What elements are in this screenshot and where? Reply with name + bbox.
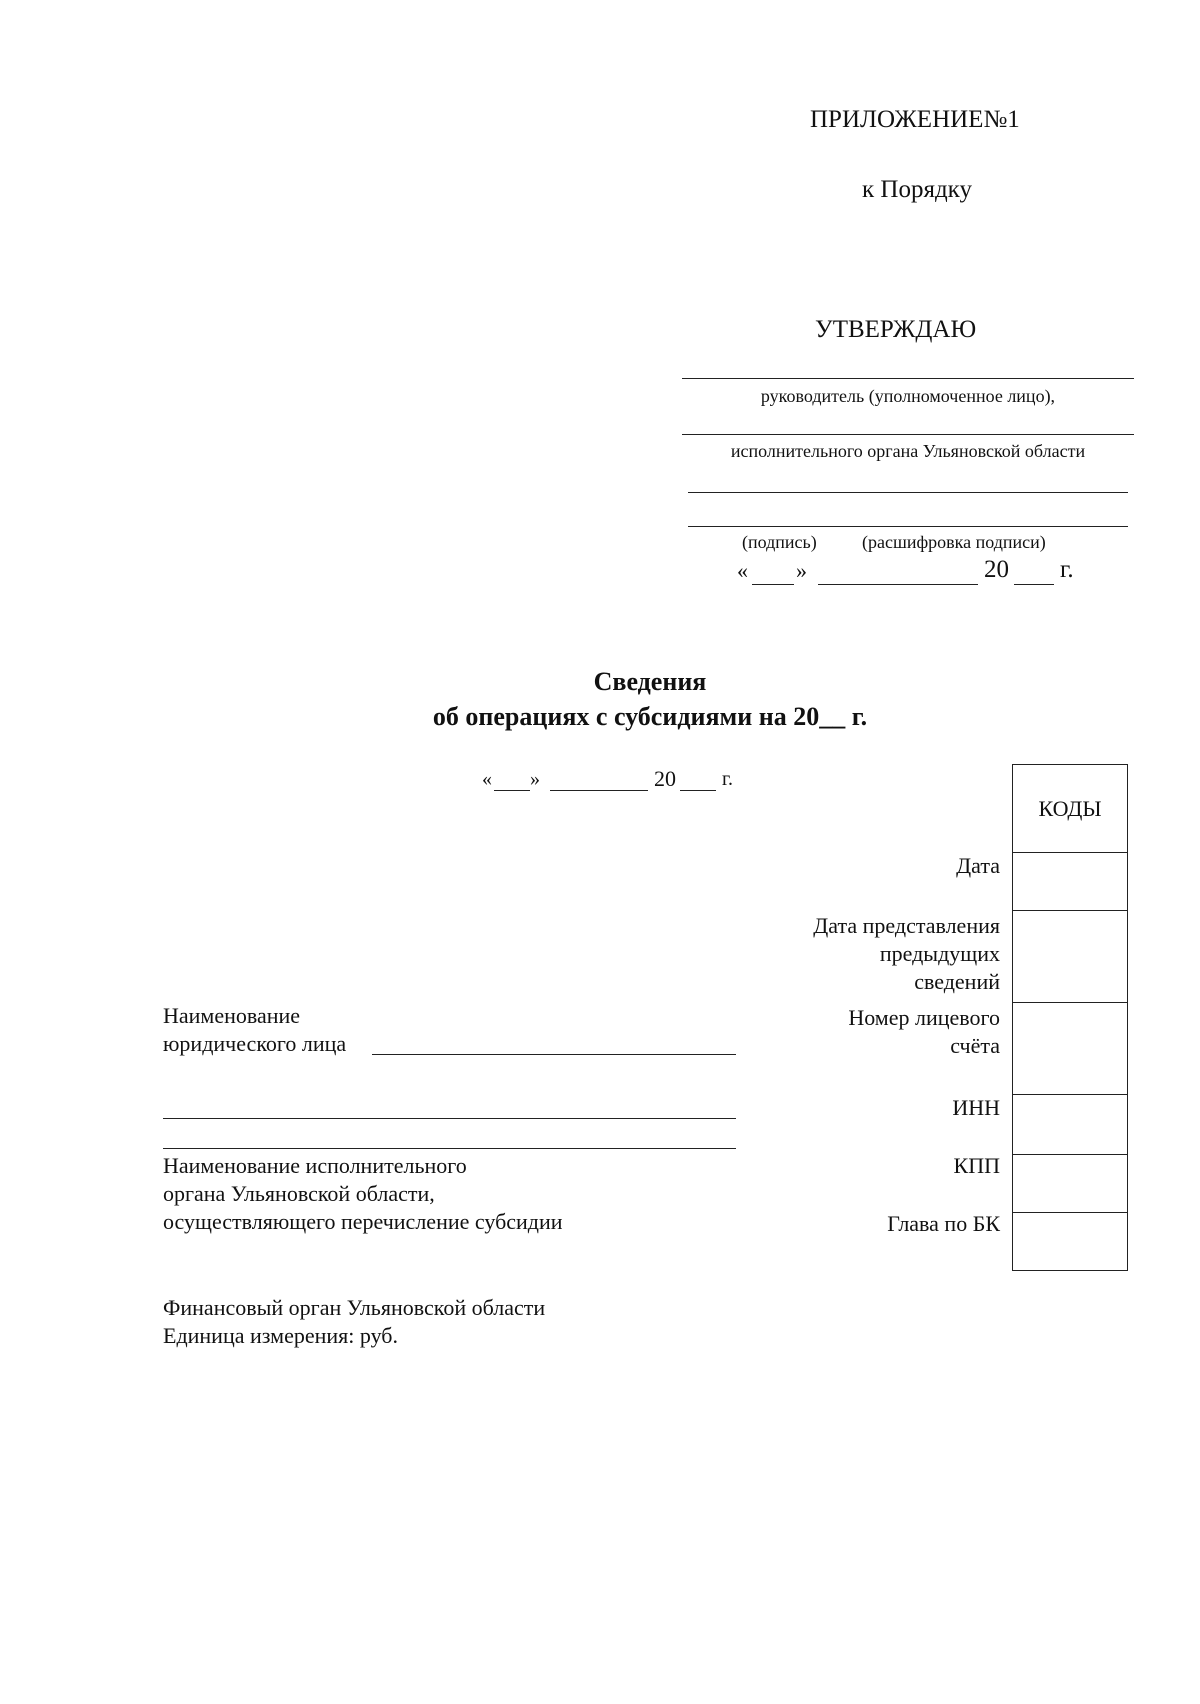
organ-name-blank[interactable]: [163, 1148, 736, 1149]
entity-name-label-1: Наименование: [163, 1003, 301, 1028]
head-label: руководитель (уполномоченное лицо),: [760, 386, 1056, 406]
codes-label-prev-1: Дата представления: [813, 913, 1000, 938]
code-cell-glava-bk[interactable]: [1013, 1213, 1128, 1271]
entity-name-blank-2[interactable]: [163, 1118, 736, 1119]
entity-name-label-2: юридического лица: [163, 1031, 347, 1056]
approval-month-blank: [818, 584, 978, 585]
report-date-close-quote: »: [530, 768, 540, 790]
report-year-blank: [680, 790, 716, 791]
unit-label: Единица измерения: руб.: [163, 1323, 398, 1348]
approval-date-open-quote: «: [737, 558, 748, 583]
codes-label-account-1: Номер лицевого: [848, 1005, 1000, 1030]
document-subtitle: об операциях с субсидиями на 20__ г.: [432, 702, 868, 731]
appendix-label: ПРИЛОЖЕНИЕ№1: [810, 106, 1020, 133]
document-title: Сведения: [593, 667, 707, 696]
codes-label-date: Дата: [956, 853, 1000, 878]
decryption-label: (расшифровка подписи): [862, 532, 1046, 552]
code-cell-account-number[interactable]: [1013, 1003, 1128, 1095]
code-cell-kpp[interactable]: [1013, 1155, 1128, 1213]
codes-label-inn: ИНН: [952, 1095, 1000, 1120]
approve-heading: УТВЕРЖДАЮ: [815, 316, 977, 343]
approval-day-blank: [752, 584, 794, 585]
approval-date-close-quote: »: [796, 558, 807, 583]
approval-year-prefix: 20: [984, 556, 1009, 583]
organ-name-label-1: Наименование исполнительного: [163, 1153, 467, 1178]
code-cell-inn[interactable]: [1013, 1095, 1128, 1155]
approver-line-2: [682, 434, 1134, 435]
report-day-blank: [494, 790, 530, 791]
codes-label-account-2: счёта: [950, 1033, 1000, 1058]
report-year-suffix: г.: [722, 768, 733, 790]
finance-organ-label: Финансовый орган Ульяновской области: [163, 1295, 546, 1320]
report-month-blank: [550, 790, 648, 791]
code-cell-previous-date[interactable]: [1013, 911, 1128, 1003]
organ-name-label-2: органа Ульяновской области,: [163, 1181, 435, 1206]
report-year-prefix: 20: [654, 766, 676, 791]
organ-label: исполнительного органа Ульяновской области: [730, 441, 1086, 461]
approval-year-suffix: г.: [1060, 556, 1074, 583]
entity-name-blank[interactable]: [372, 1054, 736, 1055]
codes-table: [1012, 764, 1128, 1271]
signature-label: (подпись): [742, 532, 817, 552]
approver-line-4: [688, 526, 1128, 527]
codes-label-prev-2: предыдущих: [879, 941, 1000, 966]
codes-label-glava-bk: Глава по БК: [887, 1211, 1000, 1236]
codes-label-prev-3: сведений: [914, 969, 1000, 994]
approver-line-3: [688, 492, 1128, 493]
organ-name-label-3: осуществляющего перечисление субсидии: [163, 1209, 563, 1234]
approval-year-blank: [1014, 584, 1054, 585]
code-cell-date[interactable]: [1013, 853, 1128, 911]
to-order-label: к Порядку: [862, 176, 972, 203]
codes-header: КОДЫ: [1013, 765, 1128, 853]
approver-line-1: [682, 378, 1134, 379]
report-date-open-quote: «: [482, 768, 492, 790]
codes-label-kpp: КПП: [953, 1153, 1000, 1178]
